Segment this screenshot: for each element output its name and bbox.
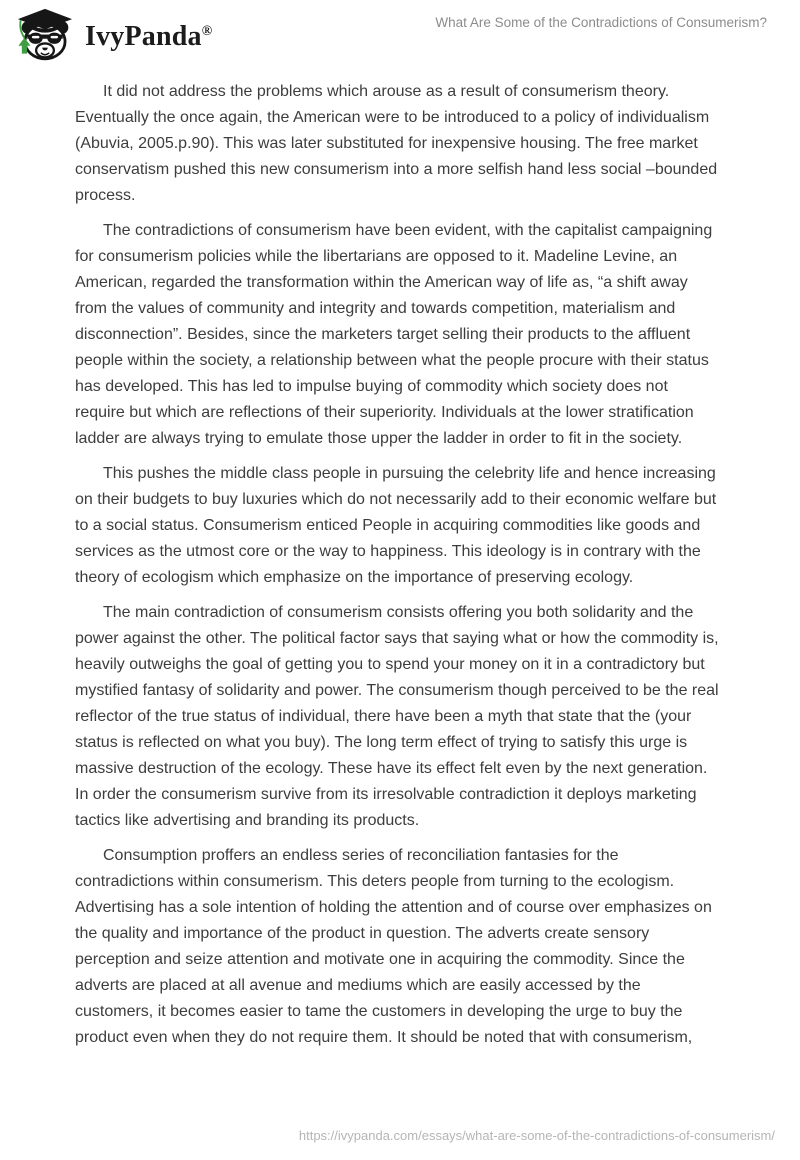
brand-name-text: IvyPanda <box>85 21 202 52</box>
essay-body <box>0 60 800 1051</box>
page-header <box>0 0 800 60</box>
page-title: What Are Some of the Contradictions of Consumerism? <box>435 15 767 30</box>
ivypanda-logo[interactable] <box>14 5 212 64</box>
registered-trademark-symbol: ® <box>201 24 213 39</box>
panda-graduation-cap-icon <box>14 7 76 63</box>
essay-paragraph: The contradictions of consumerism have been evident, with the capitalist campaigning for consumerism policies while the libertarians are opposed to it. Madeline Levine, an American, regarded the transformation within the American way of life as, “a shift away from the values of community and integrity and towards competition, materialism and disconnection”. Besides, since the marketers target selling their products to the affluent people within the society, a relationship between what the people procure with their status has developed. This has led to impulse buying of commodity which society does not require but which are reflections of their superiority. Individuals at the lower stratification ladder are always trying to emulate those upper the ladder in order to fit in the society. <box>75 222 713 447</box>
essay-paragraph: The main contradiction of consumerism consists offering you both solidarity and the power against the other. The political factor says that saying what or how the commodity is, heavily outweighs the goal of getting you to spend your money on it in a contradictory but mystified fantasy of solidarity and power. The consumerism though perceived to be the real reflector of the true status of individual, there have been a myth that state that the (your status is reflected on what you buy). The long term effect of trying to satisfy this urge is massive destruction of the ecology. These have its effect felt even by the next generation. In order the consumerism survive from its irresolvable contradiction it deploys marketing tactics like advertising and branding its products. <box>75 604 719 829</box>
essay-paragraph: Consumption proffers an endless series of reconciliation fantasies for the contradictions within consumerism. This deters people from turning to the ecologism. Advertising has a sole intention of holding the attention and of course over emphasizes on the quality and importance of the product in question. The adverts create sensory perception and seize attention and motivate one in acquiring the commodity. Since the adverts are placed at all avenue and mediums which are easily accessed by the customers, it becomes easier to tame the customers in developing the urge to buy the product even when they do not require them. It should be noted that with consumerism, <box>75 847 712 1046</box>
essay-paragraph: It did not address the problems which arouse as a result of consumerism theory. Eventually the once again, the American were to be introduced to a policy of individualism (Abuvia, 2005.p.90). This was later substituted for inexpensive housing. The free market conservatism pushed this new consumerism into a more selfish hand less social –bounded process. <box>75 83 718 204</box>
essay-paragraph: This pushes the middle class people in pursuing the celebrity life and hence increasing on their budgets to buy luxuries which do not necessarily add to their economic welfare but to a social status. Consumerism enticed People in acquiring commodities like goods and services as the utmost core or the way to happiness. This ideology is in contrary with the theory of ecologism which emphasize on the importance of preserving ecology. <box>75 465 717 586</box>
source-url-link[interactable]: https://ivypanda.com/essays/what-are-some-of-the-contradictions-of-consumerism/ <box>298 1128 775 1143</box>
brand-name <box>85 5 212 64</box>
